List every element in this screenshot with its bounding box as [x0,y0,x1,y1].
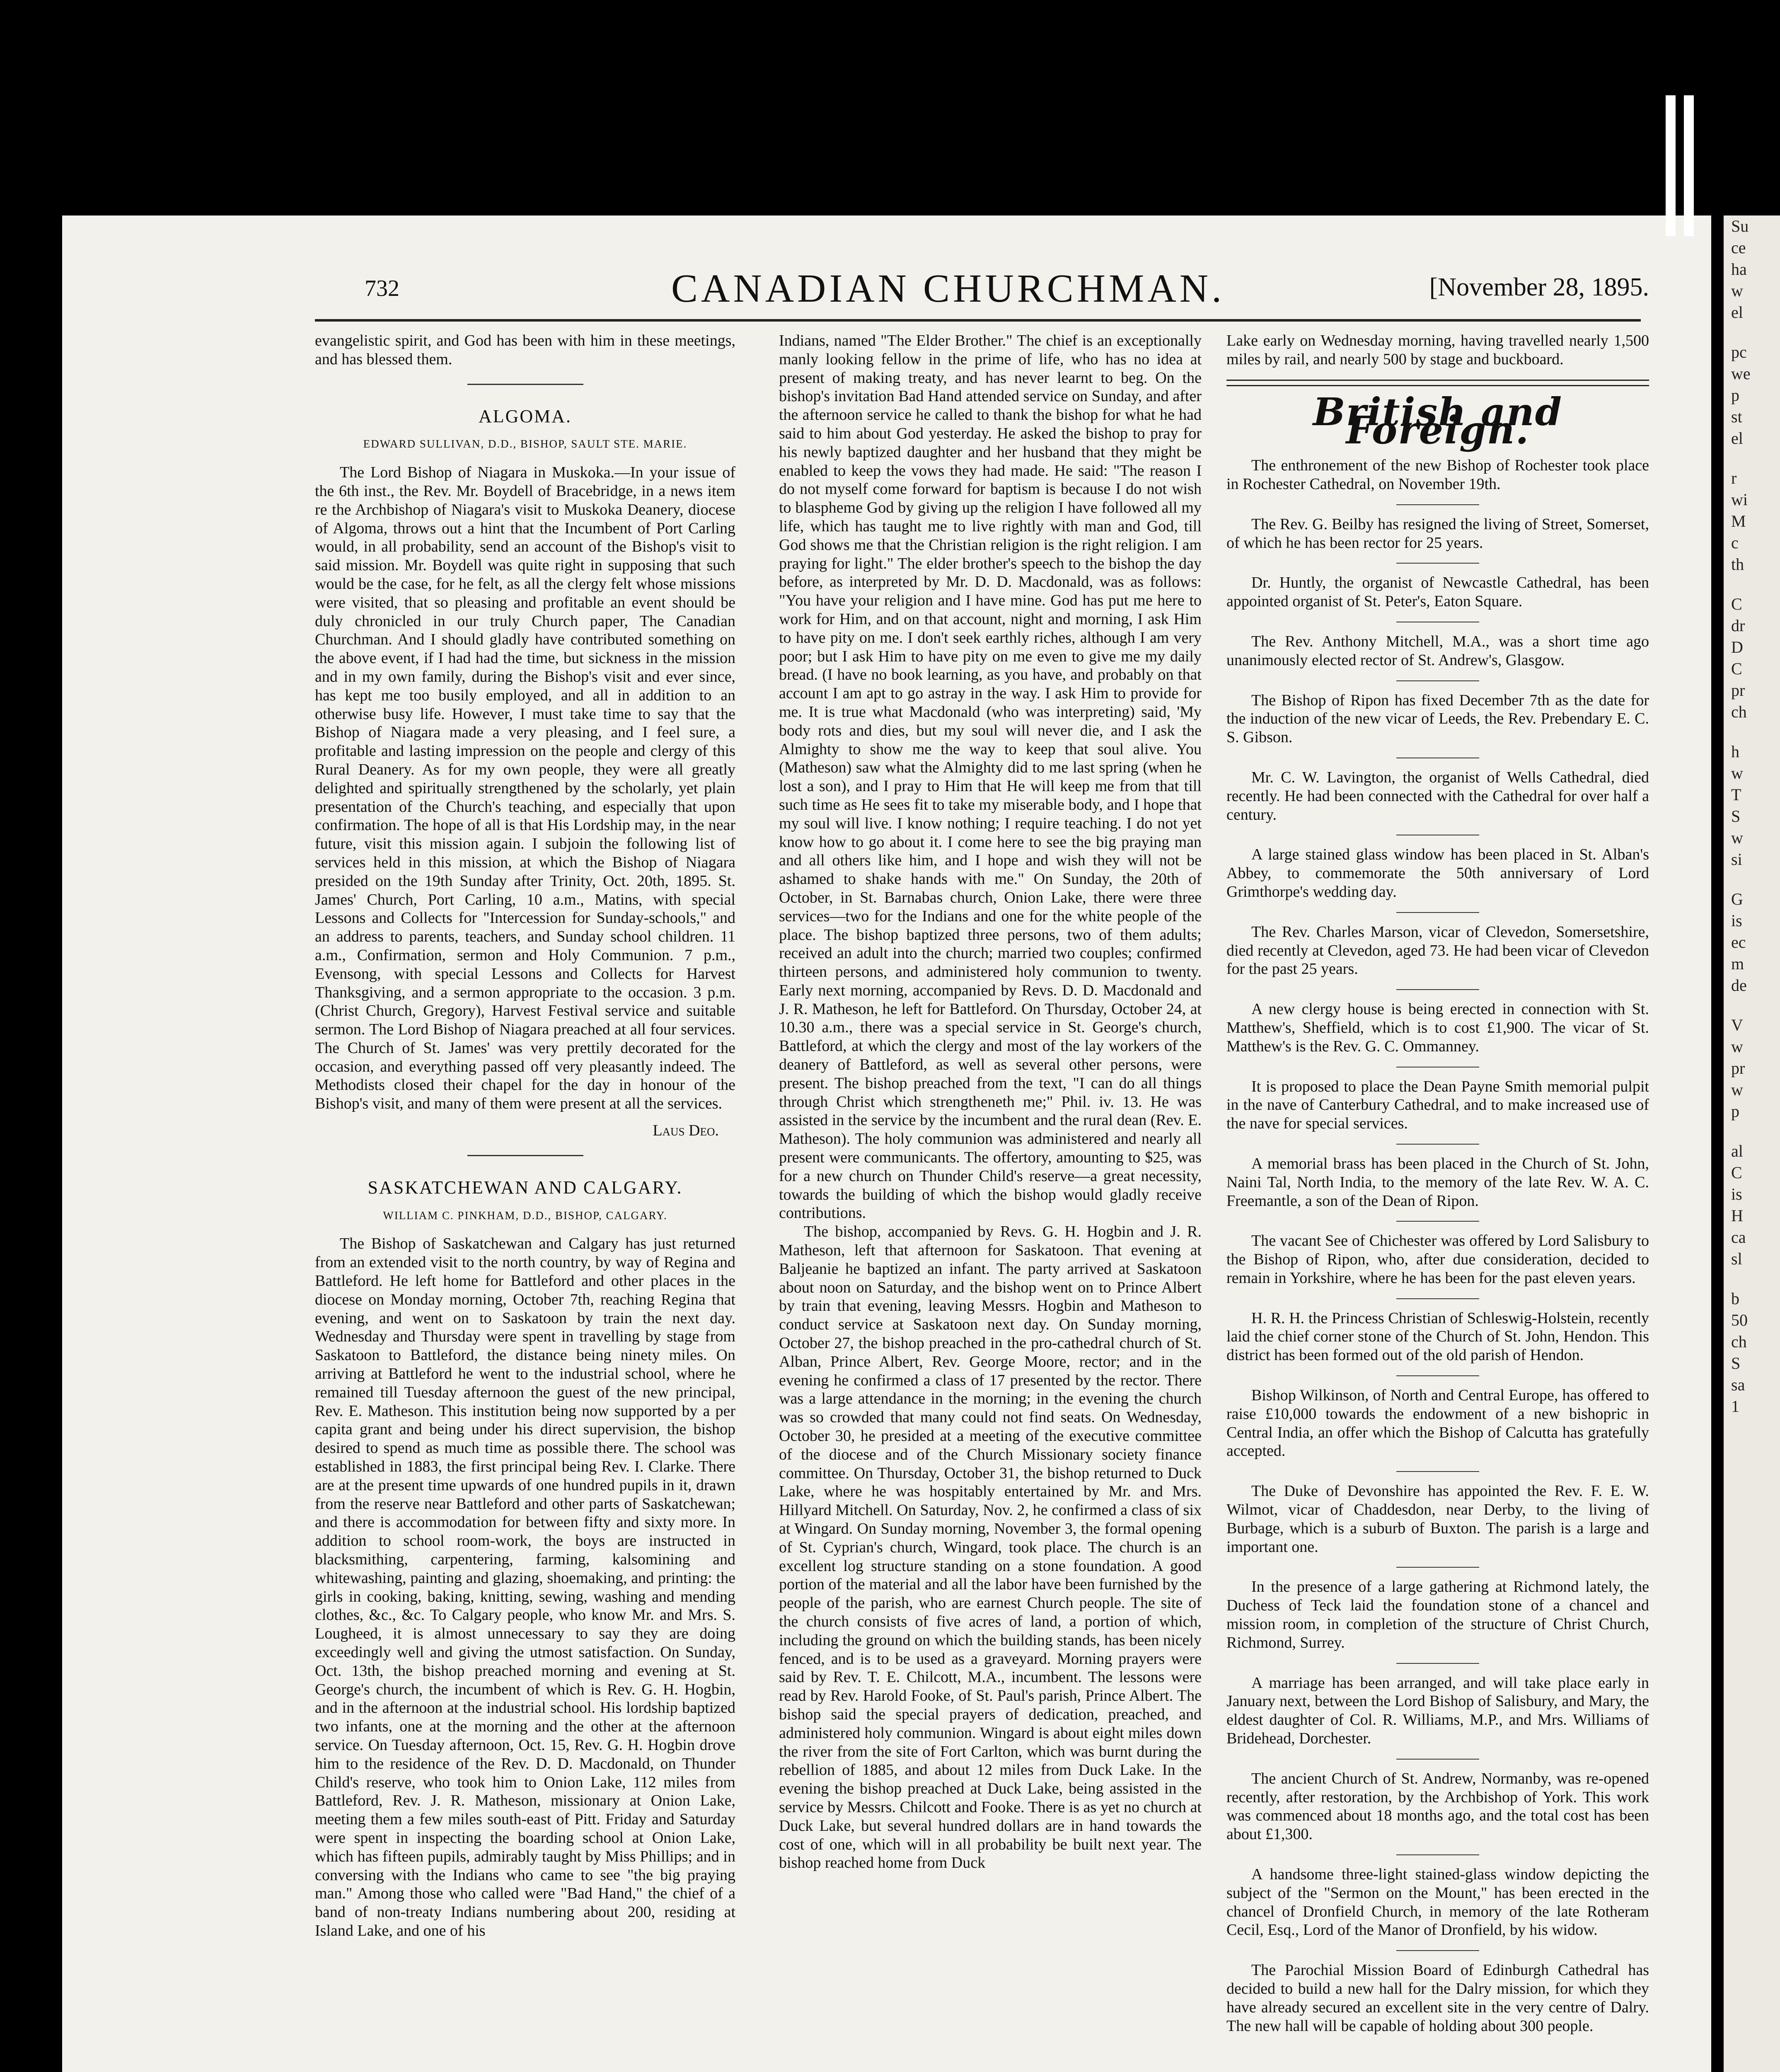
article-signoff: Laus Deo. [653,1122,719,1140]
facing-page-fragment: r wi M c th [1731,469,1748,574]
news-item: It is proposed to place the Dean Payne Smith memorial pulpit in the nave of Canterbury Cathedral, and to make increased use of the nave for special services. [1226,1077,1649,1133]
separator [467,384,583,385]
news-item: The Bishop of Ripon has fixed December 7th as the date for the induction of the new vicar of Leeds, the Rev. Prebendary E. C. S. Gibson. [1226,691,1649,746]
item-separator [1396,1854,1479,1855]
article-byline: EDWARD SULLIVAN, D.D., BISHOP, SAULT STE. MARIE. [363,438,687,450]
facing-page-fragment: h w T S w si [1731,742,1743,869]
scan-binding-bars-top [1666,95,1699,236]
item-separator [1396,1567,1479,1568]
news-item: A handsome three-light stained-glass window depicting the subject of the "Sermon on the Mount," has been erected in the chancel of Dronfield Church, in memory of the late Rotheram Cecil, Esq., Lord of the Manor of Dronfield, by his widow. [1226,1866,1649,1939]
item-separator [1396,1471,1479,1472]
news-item: A marriage has been arranged, and will take place early in January next, between the Lord Bishop of Salisbury, and Mary, the eldest daughter of Col. R. Williams, M.P., and Mrs. Williams of Bridehead, Dorchester. [1226,1674,1649,1748]
facing-page-fragment: Su ce ha w el [1731,217,1749,322]
news-item: The vacant See of Chichester was offered by Lord Salisbury to the Bishop of Ripon, who, after due consideration, decided to remain in Yorkshire, where he has been for the past eleven years. [1226,1232,1649,1287]
article-body: Indians, named "The Elder Brother." The chief is an exceptionally manly looking fellow in the prime of life, who has no idea at present of making treaty, and has never learnt to beg. On the bishop's invitation Bad Hand attended service on Sunday, and after the afternoon service he called to thank the bishop for what he had said to him about God yesterday. He asked the bishop to pray for his newly baptized daughter and her husband that they might be enabled to keep the vows they had made. He said: "The reason I do not myself come forward for baptism is because I do not wish to blaspheme God by giving up the religion I have followed all my life, which has taught me to live rightly with man and God, till God shows me that the Christian religion is the right religion. I am praying for light." The elder brother's speech to the bishop the day before, as interpreted by Mr. D. D. Macdonald, was as follows: "You have your religion and I have mine. God has put me here to work for Him, and on that account, night and morning, I ask Him to have pity on me. I don't seek earthly riches, although I am very poor; but I ask Him to have pity on me even to give me my daily bread. (I have no book learning, as you have, and probably on that account I am apt to go astray in the way. I ask Him to provide for me. It is true what Macdonald (who was interpreting) said, 'My body rots and dies, but my soul will never die, and I ask the Almighty to show me the way to keep that soul alive. You (Matheson) saw what the Almighty did to me last spring (when he lost a son), and I pray to Him that He will keep me from that till such time as He sees fit to take my miserable body, and I hope that my soul will live. I know nothing; I require teaching. I do not yet know how to go about it. I come here to see the big praying man and all others like him, and I hope and wish they will not be ashamed to shake hands with me." On Sunday, the 20th of October, in St. Barnabas church, Onion Lake, there were three services—two for the Indians and one for the white people of the place. The bishop baptized three persons, two of them adults; received an adult into the church; married two couples; confirmed thirteen persons, and administered holy communion to twenty. Early next morning, accompanied by Revs. D. D. Macdonald and J. R. Matheson, he left for Battleford. On Thursday, October 24, at 10.30 a.m., there was a special service in St. George's church, Battleford, at which the clergy and most of the lay workers of the deanery of Battleford, as well as several other persons, were present. The bishop preached from the text, "I can do all things through Christ which strengtheneth me;" Phil. iv. 13. He was assisted in the service by the incumbent and the rural dean (Rev. E. Matheson). The holy communion was administered and nearly all present were communicants. The offertory, amounting to $25, was for a new church on Thunder Child's reserve—a great necessity, towards the building of which the bishop would gladly receive contributions. [779,332,1202,1222]
news-item: The Duke of Devonshire has appointed the Rev. F. E. W. Wilmot, vicar of Chaddesdon, near Derby, to the living of Burbage, which is a suburb of Buxton. The parish is a large and important one. [1226,1482,1649,1556]
news-item: The Rev. Charles Marson, vicar of Clevedon, Somersetshire, died recently at Clevedon, aged 73. He had been vicar of Clevedon for the past 25 years. [1226,923,1649,978]
newspaper-title: CANADIAN CHURCHMAN. [671,266,1225,310]
article-body: The bishop, accompanied by Revs. G. H. Hogbin and J. R. Matheson, left that afternoon for Saskatoon. That evening at Baljeanie he baptized an infant. The party arrived at Saskatoon about noon on Saturday, and the bishop went on to Prince Albert by train that evening, leaving Messrs. Hogbin and Matheson to conduct service at Saskatoon next day. On Sunday morning, October 27, the bishop preached in the pro-cathedral church of St. Alban, Prince Albert, Rev. George Moore, rector; and in the evening he confirmed a class of 17 presented by the rector. There was a large attendance in the morning; in the evening the church was so crowded that many could not find seats. On Wednesday, October 30, he presided at a meeting of the executive committee of the diocese and of the Church Missionary society finance committee. On Thursday, October 31, the bishop returned to Duck Lake, where he was hospitably entertained by Mr. and Mrs. Hillyard Mitchell. On Saturday, Nov. 2, he confirmed a class of six at Wingard. On Sunday morning, November 3, the formal opening of St. Cyprian's church, Wingard, took place. The church is an excellent log structure standing on a stone foundation. A good portion of the material and all the labor have been furnished by the people of the parish, who are earnest Church people. The site of the church consists of five acres of land, a portion of which, including the ground on which the building stands, has been nicely fenced, and is to be used as a graveyard. Morning prayers were said by Rev. T. E. Chilcott, M.A., incumbent. The lessons were read by Rev. Harold Fooke, of St. Paul's parish, Prince Albert. The bishop said the special prayers of dedication, preached, and administered holy communion. Wingard is about eight miles down the river from the site of Fort Carlton, which was burnt during the rebellion of 1885, and about 12 miles from Duck Lake. In the evening the bishop preached at Duck Lake, being assisted in the service by Messrs. Chilcott and Fooke. There is as yet no church at Duck Lake, but several hundred dollars are in hand towards the cost of one, which will in all probability be built next year. The bishop reached home from Duck [779,1223,1202,1872]
item-separator [1396,1950,1479,1951]
article-body: The Bishop of Saskatchewan and Calgary has just returned from an extended visit to the north country, by way of Regina and Battleford. He left home for Battleford and other places in the diocese on Monday morning, October 7th, reaching Regina that evening, and went on to Saskatoon by train the next day. Wednesday and Thursday were spent in travelling by stage from Saskatoon to Battleford, the distance being ninety miles. On arriving at Battleford he went to the industrial school, where he remained till Tuesday afternoon the guest of the new principal, Rev. E. Matheson. This institution being now supported by a per capita grant and being under his direct supervision, the bishop desired to spend as much time as possible there. The school was established in 1883, the first principal being Rev. I. Clarke. There are at the present time upwards of one hundred pupils in it, drawn from the reserve near Battleford and other parts of Saskatchewan; and there is accommodation for between fifty and sixty more. In addition to school room-work, the boys are instructed in blacksmithing, carpentering, farming, kalsomining and whitewashing, painting and glazing, shoemaking, and printing: the girls in cooking, baking, knitting, sewing, washing and mending clothes, &c., &c. To Calgary people, who know Mr. and Mrs. S. Lougheed, it is almost unnecessary to say they are doing exceedingly well and giving the utmost satisfaction. On Sunday, Oct. 13th, the bishop preached morning and evening at St. George's church, the incumbent of which is Rev. G. H. Hogbin, and in the afternoon at the industrial school. His lordship baptized two infants, one at the morning and the other at the afternoon service. On Tuesday afternoon, Oct. 15, Rev. G. H. Hogbin drove him to the residence of the Rev. D. D. Macdonald, on Thunder Child's reserve, who took him to Onion Lake, 112 miles from Battleford, Rev. J. R. Matheson, missionary at Onion Lake, meeting them a few miles south-east of Pitt. Friday and Saturday were spent in inspecting the boarding school at Onion Lake, which has fifteen pupils, admirably taught by Miss Phillips; and in conversing with the Indians who came to see "the big praying man." Among those who called were "Bad Hand," the chief of a band of non-treaty Indians numbering about 200, residing at Island Lake, and one of his [315,1235,735,1939]
issue-date: [November 28, 1895. [1429,273,1649,301]
facing-page-fragment: G is ec m de [1731,890,1747,995]
facing-page-fragment: V w pr w p [1731,1016,1745,1121]
news-item: In the presence of a large gathering at Richmond lately, the Duchess of Teck laid the foundation stone of a chancel and mission room, in completion of the structure of Christ Church, Richmond, Surrey. [1226,1578,1649,1651]
separator [467,1155,583,1156]
item-separator [1396,680,1479,681]
article-heading-algoma: ALGOMA. [478,406,572,426]
news-item: Dr. Huntly, the organist of Newcastle Cathedral, has been appointed organist of St. Peter's, Eaton Square. [1226,574,1649,610]
facing-page-fragment: al C is H ca sl [1731,1142,1746,1268]
facing-page-text [1724,215,1780,1417]
news-item: Mr. C. W. Lavington, the organist of Wells Cathedral, died recently. He had been connected with the Cathedral for over half a century. [1226,768,1649,823]
item-separator [1396,1298,1479,1299]
news-items [1226,456,1649,2035]
news-item: A memorial brass has been placed in the Church of St. John, Naini Tal, North India, to the memory of the late Rev. W. A. C. Freemantle, a son of the Dean of Ripon. [1226,1155,1649,1210]
facing-page-fragment: C dr D C pr ch [1731,595,1747,721]
article-byline: WILLIAM C. PINKHAM, D.D., BISHOP, CALGARY. [383,1209,668,1222]
section-title: British and Foreign. [1313,389,1563,453]
news-item: H. R. H. the Princess Christian of Schleswig-Holstein, recently laid the chief corner stone of the Church of St. John, Hendon. This district has been formed out of the old parish of Hendon. [1226,1309,1649,1364]
article-body: The Lord Bishop of Niagara in Muskoka.—In your issue of the 6th inst., the Rev. Mr. Boydell of Bracebridge, in a news item re the Archbishop of Niagara's visit to Muskoka Deanery, diocese of Algoma, throws out a hint that the Incumbent of Port Carling would, in all probability, send an account of the Bishop's visit to said mission. Mr. Boydell was quite right in supposing that such would be the case, for he felt, as all the clergy felt whose missions were visited, that so pleasing and profitable an event should be duly chronicled in our truly Church paper, The Canadian Churchman. And I should gladly have contributed something on the above event, if I had had the time, but sickness in the mission and in my own family, during the Bishop's visit and ever since, has kept me too busily employed, and all in addition to an otherwise busy life. However, I must take time to say that the Bishop of Niagara made a very pleasing, and I feel sure, a profitable and lasting impression on the people and clergy of this Rural Deanery. As for my own people, they were all greatly delighted and spiritually strengthened by the scholarly, yet plain presentation of the Church's teaching, and especially that upon confirmation. The hope of all is that His Lordship may, in the near future, visit this mission again. I subjoin the following list of services held in this mission, at which the Bishop of Niagara presided on the 19th Sunday after Trinity, Oct. 20th, 1895. St. James' Church, Port Carling, 10 a.m., Matins, with special Lessons and Collects for "Intercession for Sunday-schools," and an address to parents, teachers, and Sunday school children. 11 a.m., Confirmation, sermon and Holy Communion. 7 p.m., Evensong, with special Lessons and Collects for Harvest Thanksgiving, and a sermon appropriate to the occasion. 3 p.m. (Christ Church, Gregory), Harvest Festival service and suitable sermon. The Lord Bishop of Niagara preached at all four services. The Church of St. James' was very prettily decorated for the occasion, and everything passed off very pleasantly indeed. The Methodists closed their chapel for the day in honour of the Bishop's visit, and many of them were present at all the services. [315,464,735,1113]
item-separator [1396,1375,1479,1376]
header-rule [315,319,1641,322]
news-item: A new clergy house is being erected in connection with St. Matthew's, Sheffield, which is to cost £1,900. The vicar of St. Matthew's is the Rev. G. C. Ommanney. [1226,1000,1649,1055]
news-item: The enthronement of the new Bishop of Rochester took place in Rochester Cathedral, on November 19th. [1226,457,1649,493]
item-separator [1396,989,1479,990]
item-separator [1396,1144,1479,1145]
news-item: The ancient Church of St. Andrew, Normanby, was re-opened recently, after restoration, by the Archbishop of York. This work was commenced about 18 months ago, and the total cost has been about £1,300. [1226,1769,1649,1843]
facing-page-fragment: b 50 ch S sa 1 [1731,1289,1748,1416]
news-item: A large stained glass window has been placed in St. Alban's Abbey, to commemorate the 50th anniversary of Lord Grimthorpe's wedding day. [1226,846,1649,900]
continued-text: Lake early on Wednesday morning, having travelled nearly 1,500 miles by rail, and nearly 500 by stage and buckboard. [1226,332,1649,368]
news-item: The Parochial Mission Board of Edinburgh Cathedral has decided to build a new hall for the Dalry mission, for which they have already secured an excellent site in the very centre of Dalry. The new hall will be capable of holding about 300 people. [1226,1961,1649,2035]
page-header [365,265,1649,311]
item-separator [1396,912,1479,913]
column-2 [779,332,1202,1872]
item-separator [1396,1221,1479,1222]
column-1 [315,332,735,1940]
news-item: Bishop Wilkinson, of North and Central Europe, has offered to raise £10,000 towards the endowment of a new bishopric in Central India, an offer which the Bishop of Calcutta has gratefully accepted. [1226,1387,1649,1460]
item-separator [1396,504,1479,505]
article-heading-saskatchewan: SASKATCHEWAN AND CALGARY. [368,1177,683,1198]
news-item: The Rev. G. Beilby has resigned the living of Street, Somerset, of which he has been rector for 25 years. [1226,515,1649,552]
item-separator [1396,563,1479,564]
facing-page-fragment: pc we p st el [1731,343,1751,448]
double-rule [1226,380,1649,386]
item-separator [1396,1759,1479,1760]
column-3 [1226,332,1649,2035]
facing-page-edge [1724,215,1780,2072]
page-number: 732 [365,276,399,301]
item-separator [1396,1663,1479,1664]
continued-text: evangelistic spirit, and God has been with him in these meetings, and has blessed them. [315,332,735,368]
news-item: The Rev. Anthony Mitchell, M.A., was a short time ago unanimously elected rector of St. Andrew's, Glasgow. [1226,632,1649,669]
